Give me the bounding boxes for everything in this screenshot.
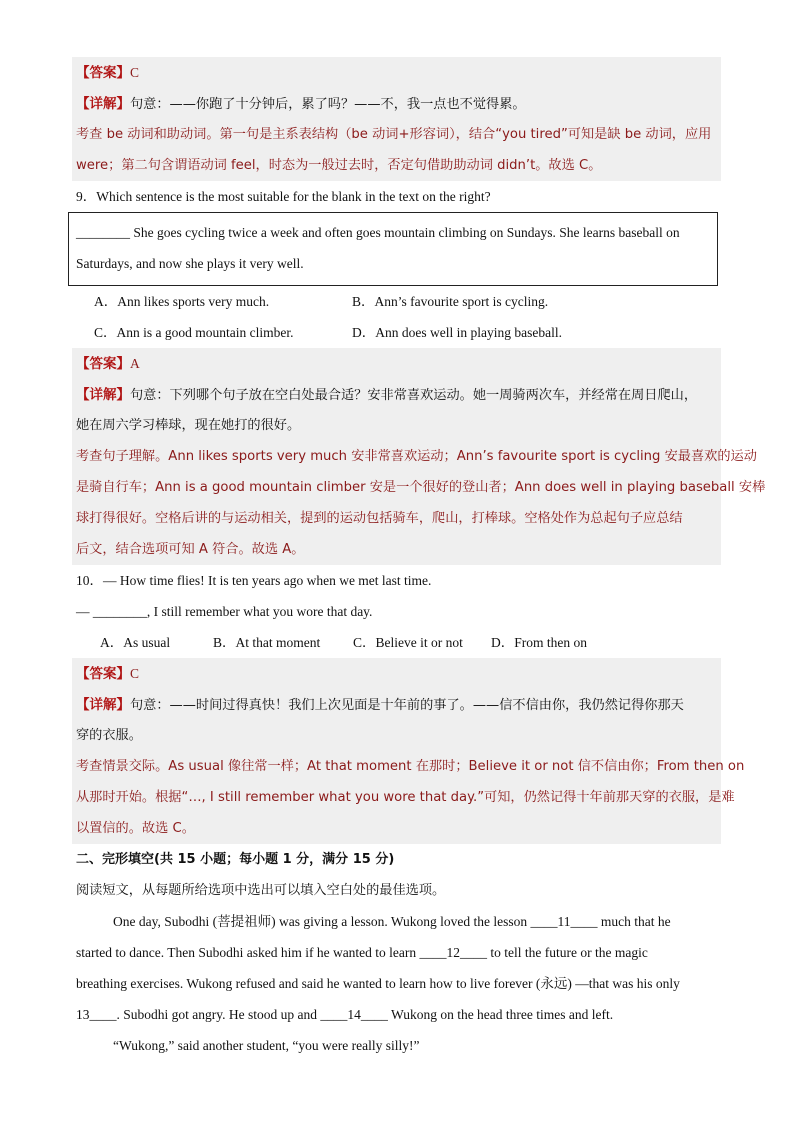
- passage-line-4: 13____. Subodhi got angry. He stood up and ____14____ Wukong on the head three times and left.: [76, 1007, 614, 1022]
- q9-text-box: [68, 212, 718, 286]
- q9-box-line-1: ________ She goes cycling twice a week and often goes mountain climbing on Sundays. She learns baseball on: [76, 225, 680, 240]
- q8-answer-block: [72, 57, 721, 181]
- q9-option-b: B．Ann’s favourite sport is cycling.: [352, 294, 549, 309]
- q10-answer-block: [72, 658, 745, 844]
- detail-text: 句意：——你跑了十分钟后，累了吗？——不，我一点也不觉得累。: [130, 97, 526, 112]
- q8-answer-line: [76, 57, 721, 88]
- detail-tag: 【详解】: [76, 96, 130, 112]
- q10-option-b: B．At that moment: [213, 635, 321, 650]
- q9-options-row-1: [76, 286, 721, 317]
- q9-option-c: C．Ann is a good mountain climber.: [94, 325, 294, 340]
- q9-box-line-2: Saturdays, and now she plays it very well.: [76, 256, 304, 271]
- q9-option-d: D．Ann does well in playing baseball.: [352, 325, 562, 340]
- answer-value: C: [130, 666, 140, 681]
- passage-line-5: “Wukong,” said another student, “you were really silly!”: [113, 1038, 420, 1053]
- detail-text: 句意：——时间过得真快！我们上次见面是十年前的事了。——信不信由你，我仍然记得你那天: [130, 698, 684, 713]
- q10-explanation-3: 以置信的。故选 C。: [76, 821, 195, 836]
- q10-stem-2: — ________, I still remember what you wore that day.: [76, 604, 373, 619]
- passage-line-2: started to dance. Then Subodhi asked him if he wanted to learn ____12____ to tell the future or the magic: [76, 945, 648, 960]
- q10-explanation-1: 考查情景交际。As usual 像往常一样；At that moment 在那时；Believe it or not 信不信由你；From then on: [76, 759, 745, 774]
- q10-option-d: D．From then on: [491, 635, 587, 650]
- q9-option-a: A．Ann likes sports very much.: [94, 294, 270, 309]
- q10-detail-line-1: [76, 689, 721, 720]
- answer-value: A: [130, 356, 140, 371]
- section-heading: 二、完形填空(共 15 小题；每小题 1 分，满分 15 分): [76, 852, 395, 867]
- answer-tag: 【答案】: [76, 666, 130, 682]
- q10-stem-1: 10．— How time flies! It is ten years ago when we met last time.: [76, 573, 432, 588]
- section-instruction: 阅读短文，从每题所给选项中选出可以填入空白处的最佳选项。: [76, 883, 446, 898]
- passage-line-1: One day, Subodhi (菩提祖师) was giving a lesson. Wukong loved the lesson ____11____ much that he: [113, 914, 671, 929]
- q10-options-row: [76, 627, 721, 658]
- q9-explanation-1: 考查句子理解。Ann likes sports very much 安非常喜欢运动；Ann’s favourite sport is cycling 安最喜欢的运动: [76, 449, 757, 464]
- detail-tag: 【详解】: [76, 387, 130, 403]
- q8-explanation-1: 考查 be 动词和助动词。第一句是主系表结构（be 动词+形容词），结合“you tired”可知是缺 be 动词，应用: [76, 127, 712, 142]
- q8-explanation-2: were；第二句含谓语动词 feel，时态为一般过去时，否定句借助助动词 didn’t。故选 C。: [76, 158, 602, 173]
- detail-text: 句意：下列哪个句子放在空白处最合适？安非常喜欢运动。她一周骑两次车，并经常在周日爬山，: [130, 388, 698, 403]
- q9-explanation-3: 球打得很好。空格后讲的与运动相关，提到的运动包括骑车，爬山，打棒球。空格处作为总起句子应总结: [76, 511, 683, 526]
- detail-tag: 【详解】: [76, 697, 130, 713]
- q9-detail-line-2: 她在周六学习棒球，现在她打的很好。: [76, 418, 301, 433]
- q10-option-a: A．As usual: [100, 635, 171, 650]
- q8-detail-line: [76, 88, 721, 119]
- answer-tag: 【答案】: [76, 356, 130, 372]
- answer-value: C: [130, 65, 140, 80]
- answer-tag: 【答案】: [76, 65, 130, 81]
- passage-line-3: breathing exercises. Wukong refused and said he wanted to learn how to live forever (永远) —that was his only: [76, 976, 680, 991]
- q10-answer-line: [76, 658, 721, 689]
- q9-answer-line: [76, 348, 721, 379]
- q10-option-c: C．Believe it or not: [353, 635, 463, 650]
- q10-explanation-2: 从那时开始。根据“…, I still remember what you wore that day.”可知，仍然记得十年前那天穿的衣服，是难: [76, 790, 735, 805]
- q9-detail-line-1: [76, 379, 721, 410]
- q9-explanation-2: 是骑自行车；Ann is a good mountain climber 安是一个很好的登山者；Ann does well in playing baseball 安棒: [76, 480, 766, 495]
- q9-answer-block: [72, 348, 766, 565]
- exam-page: [76, 57, 766, 1061]
- q9-stem: 9．Which sentence is the most suitable for the blank in the text on the right?: [76, 189, 491, 204]
- q9-explanation-4: 后文，结合选项可知 A 符合。故选 A。: [76, 542, 305, 557]
- q9-options-row-2: [76, 317, 721, 348]
- q10-detail-line-2: 穿的衣服。: [76, 728, 142, 743]
